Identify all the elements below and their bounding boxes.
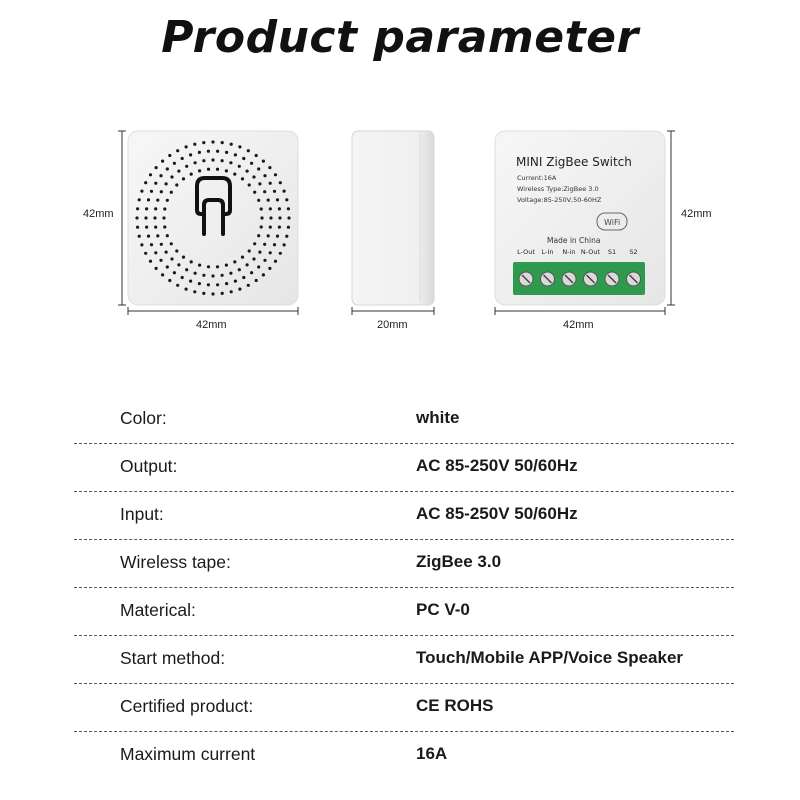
speaker-dot bbox=[267, 234, 270, 237]
speaker-dot bbox=[165, 251, 168, 254]
speaker-dot bbox=[154, 207, 157, 210]
speaker-dot bbox=[246, 170, 249, 173]
speaker-dot bbox=[247, 149, 250, 152]
speaker-dot bbox=[166, 199, 169, 202]
speaker-dot bbox=[285, 235, 288, 238]
speaker-dot bbox=[202, 141, 205, 144]
speaker-dot bbox=[168, 154, 171, 157]
speaker-dot bbox=[211, 158, 214, 161]
front-width-dimension bbox=[128, 307, 298, 331]
speaker-dot bbox=[225, 282, 228, 285]
speaker-dot bbox=[238, 268, 241, 271]
speaker-dot bbox=[278, 226, 281, 229]
speaker-dot bbox=[185, 268, 188, 271]
spec-value: ZigBee 3.0 bbox=[416, 552, 502, 571]
speaker-dot bbox=[234, 153, 237, 156]
back-height-label: 42mm bbox=[681, 208, 712, 220]
speaker-dot bbox=[176, 149, 179, 152]
product-dimension-figures bbox=[0, 0, 800, 350]
device-wireless-label: Wireless Type:ZigBee 3.0 bbox=[517, 185, 599, 193]
speaker-dot bbox=[207, 265, 210, 268]
device-current-label: Current:16A bbox=[517, 174, 557, 182]
speaker-dot bbox=[189, 153, 192, 156]
back-width-dimension bbox=[495, 307, 665, 331]
speaker-dot bbox=[135, 216, 138, 219]
speaker-dot bbox=[136, 207, 139, 210]
speaker-dot bbox=[207, 168, 210, 171]
speaker-dot bbox=[166, 234, 169, 237]
speaker-dot bbox=[262, 160, 265, 163]
front-height-dimension bbox=[83, 131, 126, 305]
speaker-dot bbox=[160, 243, 163, 246]
speaker-dot bbox=[257, 234, 260, 237]
side-width-label: 20mm bbox=[377, 319, 408, 331]
speaker-dot bbox=[202, 292, 205, 295]
speaker-dot bbox=[155, 166, 158, 169]
device-name-label: MINI ZigBee Switch bbox=[516, 155, 632, 169]
speaker-dot bbox=[283, 190, 286, 193]
terminal-label: N-in bbox=[562, 248, 576, 256]
speaker-dot bbox=[230, 143, 233, 146]
speaker-dot bbox=[153, 216, 156, 219]
speaker-dot bbox=[176, 284, 179, 287]
speaker-dot bbox=[233, 173, 236, 176]
terminal-label: L-Out bbox=[517, 248, 535, 256]
device-origin-label: Made in China bbox=[547, 236, 601, 245]
speaker-dot bbox=[278, 207, 281, 210]
speaker-dot bbox=[185, 165, 188, 168]
page-title: Product parameter bbox=[161, 12, 639, 63]
speaker-dot bbox=[246, 263, 249, 266]
speaker-dot bbox=[155, 267, 158, 270]
speaker-dot bbox=[255, 154, 258, 157]
speaker-dot bbox=[194, 272, 197, 275]
speaker-dot bbox=[182, 256, 185, 259]
speaker-dot bbox=[163, 225, 166, 228]
speaker-dot bbox=[166, 265, 169, 268]
speaker-dot bbox=[221, 159, 224, 162]
speaker-dot bbox=[140, 190, 143, 193]
spec-value: CE ROHS bbox=[416, 696, 494, 715]
spec-value: white bbox=[416, 408, 460, 427]
speaker-dot bbox=[252, 175, 255, 178]
terminal-label: S1 bbox=[607, 248, 617, 256]
speaker-dot bbox=[207, 150, 210, 153]
speaker-dot bbox=[238, 288, 241, 291]
speaker-dot bbox=[189, 280, 192, 283]
speaker-dot bbox=[136, 226, 139, 229]
speaker-dot bbox=[181, 157, 184, 160]
speaker-dot bbox=[216, 283, 219, 286]
speaker-dot bbox=[185, 288, 188, 291]
speaker-dot bbox=[260, 225, 263, 228]
terminal-label: S2 bbox=[629, 248, 638, 256]
speaker-dot bbox=[248, 249, 251, 252]
speaker-dot bbox=[193, 143, 196, 146]
speaker-dot bbox=[216, 168, 219, 171]
back-height-dimension bbox=[667, 131, 712, 305]
speaker-dot bbox=[211, 140, 214, 143]
speaker-dot bbox=[140, 243, 143, 246]
spec-row-start-method bbox=[74, 636, 734, 684]
spec-value: Touch/Mobile APP/Voice Speaker bbox=[416, 648, 684, 667]
speaker-dot bbox=[211, 292, 214, 295]
speaker-dot bbox=[163, 207, 166, 210]
speaker-dot bbox=[170, 191, 173, 194]
speaker-dot bbox=[185, 145, 188, 148]
speaker-dot bbox=[230, 290, 233, 293]
speaker-dot bbox=[250, 271, 253, 274]
speaker-dot bbox=[225, 169, 228, 172]
speaker-dot bbox=[216, 150, 219, 153]
speaker-dot bbox=[154, 182, 157, 185]
speaker-dot bbox=[159, 259, 162, 262]
speaker-dot bbox=[225, 151, 228, 154]
speaker-dot bbox=[144, 216, 147, 219]
speaker-dot bbox=[278, 216, 281, 219]
speaker-dot bbox=[150, 243, 153, 246]
speaker-dot bbox=[145, 226, 148, 229]
speaker-dot bbox=[234, 280, 237, 283]
spec-value: PC V-0 bbox=[416, 600, 470, 619]
speaker-dot bbox=[273, 190, 276, 193]
speaker-dot bbox=[258, 251, 261, 254]
wifi-badge-text: WiFi bbox=[604, 218, 621, 227]
speaker-dot bbox=[269, 251, 272, 254]
speaker-dot bbox=[149, 173, 152, 176]
speaker-dot bbox=[156, 199, 159, 202]
speaker-dot bbox=[267, 199, 270, 202]
speaker-dot bbox=[252, 257, 255, 260]
speaker-dot bbox=[144, 181, 147, 184]
speaker-dot bbox=[229, 161, 232, 164]
speaker-dot bbox=[253, 242, 256, 245]
front-view bbox=[83, 131, 298, 331]
speaker-dot bbox=[269, 226, 272, 229]
speaker-dot bbox=[279, 181, 282, 184]
spec-label: Input: bbox=[120, 504, 164, 524]
speaker-dot bbox=[276, 198, 279, 201]
spec-label: Output: bbox=[120, 456, 178, 476]
spec-label: Maximum current bbox=[120, 744, 256, 764]
speaker-dot bbox=[147, 198, 150, 201]
spec-row-output bbox=[74, 444, 734, 492]
speaker-dot bbox=[168, 279, 171, 282]
speaker-dot bbox=[263, 259, 266, 262]
speaker-dot bbox=[198, 282, 201, 285]
side-width-dimension bbox=[352, 307, 434, 331]
spec-row-input bbox=[74, 492, 734, 540]
spec-row-max-current bbox=[74, 732, 734, 779]
terminal-label: N-Out bbox=[580, 248, 601, 256]
speaker-dot bbox=[170, 175, 173, 178]
speaker-dot bbox=[202, 159, 205, 162]
speaker-dot bbox=[274, 260, 277, 263]
speaker-dot bbox=[216, 265, 219, 268]
speaker-dot bbox=[160, 190, 163, 193]
back-view bbox=[495, 131, 712, 331]
speaker-dot bbox=[190, 173, 193, 176]
speaker-dot bbox=[175, 249, 178, 252]
speaker-dot bbox=[202, 274, 205, 277]
speaker-dot bbox=[263, 174, 266, 177]
front-height-label: 42mm bbox=[83, 208, 114, 220]
speaker-dot bbox=[198, 264, 201, 267]
speaker-dot bbox=[182, 177, 185, 180]
speaker-dot bbox=[173, 162, 176, 165]
speaker-dot bbox=[147, 235, 150, 238]
speaker-dot bbox=[242, 276, 245, 279]
speaker-dot bbox=[229, 272, 232, 275]
spec-value: AC 85-250V 50/60Hz bbox=[416, 504, 578, 523]
speaker-dot bbox=[268, 267, 271, 270]
speaker-dot bbox=[161, 160, 164, 163]
speaker-dot bbox=[166, 167, 169, 170]
speaker-dot bbox=[159, 174, 162, 177]
speaker-dot bbox=[190, 260, 193, 263]
speaker-dot bbox=[279, 252, 282, 255]
spec-row-wireless bbox=[74, 540, 734, 588]
speaker-dot bbox=[193, 290, 196, 293]
spec-label: Color: bbox=[120, 408, 167, 428]
speaker-dot bbox=[274, 173, 277, 176]
speaker-dot bbox=[263, 190, 266, 193]
speaker-dot bbox=[170, 257, 173, 260]
speaker-dot bbox=[181, 276, 184, 279]
speaker-dot bbox=[156, 234, 159, 237]
speaker-dot bbox=[145, 207, 148, 210]
spec-table bbox=[74, 396, 734, 779]
device-voltage-label: Voltage:85-250V,50-60HZ bbox=[517, 196, 602, 204]
speaker-dot bbox=[233, 260, 236, 263]
spec-value: 16A bbox=[416, 744, 448, 763]
spec-row-certified bbox=[74, 684, 734, 732]
speaker-dot bbox=[258, 182, 261, 185]
spec-label: Start method: bbox=[120, 648, 226, 668]
speaker-dot bbox=[287, 216, 290, 219]
side-view bbox=[352, 131, 434, 331]
speaker-dot bbox=[138, 235, 141, 238]
speaker-dot bbox=[248, 183, 251, 186]
speaker-dot bbox=[269, 207, 272, 210]
speaker-dot bbox=[221, 292, 224, 295]
front-width-label: 42mm bbox=[196, 319, 227, 331]
speaker-dot bbox=[198, 169, 201, 172]
speaker-dot bbox=[221, 141, 224, 144]
speaker-dot bbox=[260, 216, 263, 219]
speaker-dot bbox=[285, 198, 288, 201]
speaker-dot bbox=[253, 191, 256, 194]
speaker-dot bbox=[161, 273, 164, 276]
speaker-dot bbox=[283, 243, 286, 246]
speaker-dot bbox=[162, 216, 165, 219]
speaker-dot bbox=[170, 242, 173, 245]
speaker-dot bbox=[175, 183, 178, 186]
speaker-dot bbox=[154, 226, 157, 229]
spec-label: Certified product: bbox=[120, 696, 254, 716]
speaker-dot bbox=[242, 157, 245, 160]
terminal-label: L-In bbox=[541, 248, 554, 256]
speaker-dot bbox=[194, 161, 197, 164]
speaker-dot bbox=[241, 256, 244, 259]
spec-row-material bbox=[74, 588, 734, 636]
speaker-dot bbox=[225, 264, 228, 267]
speaker-dot bbox=[154, 251, 157, 254]
speaker-dot bbox=[241, 177, 244, 180]
speaker-dot bbox=[144, 252, 147, 255]
speaker-dot bbox=[273, 243, 276, 246]
spec-label: Wireless tape: bbox=[120, 552, 231, 572]
speaker-dot bbox=[207, 283, 210, 286]
speaker-dot bbox=[263, 243, 266, 246]
speaker-dot bbox=[238, 145, 241, 148]
speaker-dot bbox=[287, 207, 290, 210]
speaker-dot bbox=[257, 199, 260, 202]
speaker-dot bbox=[221, 274, 224, 277]
speaker-dot bbox=[268, 166, 271, 169]
spec-row-color bbox=[74, 396, 734, 444]
speaker-dot bbox=[247, 284, 250, 287]
speaker-dot bbox=[287, 226, 290, 229]
speaker-dot bbox=[269, 216, 272, 219]
speaker-dot bbox=[250, 162, 253, 165]
speaker-dot bbox=[138, 198, 141, 201]
speaker-dot bbox=[149, 260, 152, 263]
speaker-dot bbox=[238, 165, 241, 168]
speaker-dot bbox=[255, 279, 258, 282]
spec-value: AC 85-250V 50/60Hz bbox=[416, 456, 578, 475]
speaker-dot bbox=[177, 170, 180, 173]
speaker-dot bbox=[150, 190, 153, 193]
speaker-dot bbox=[276, 235, 279, 238]
speaker-dot bbox=[165, 182, 168, 185]
speaker-dot bbox=[257, 167, 260, 170]
speaker-dot bbox=[198, 151, 201, 154]
speaker-dot bbox=[173, 271, 176, 274]
speaker-dot bbox=[257, 265, 260, 268]
speaker-dot bbox=[269, 182, 272, 185]
speaker-dot bbox=[211, 274, 214, 277]
speaker-dot bbox=[260, 207, 263, 210]
spec-label: Materical: bbox=[120, 600, 196, 620]
speaker-dot bbox=[177, 263, 180, 266]
speaker-dot bbox=[262, 273, 265, 276]
back-width-label: 42mm bbox=[563, 319, 594, 331]
